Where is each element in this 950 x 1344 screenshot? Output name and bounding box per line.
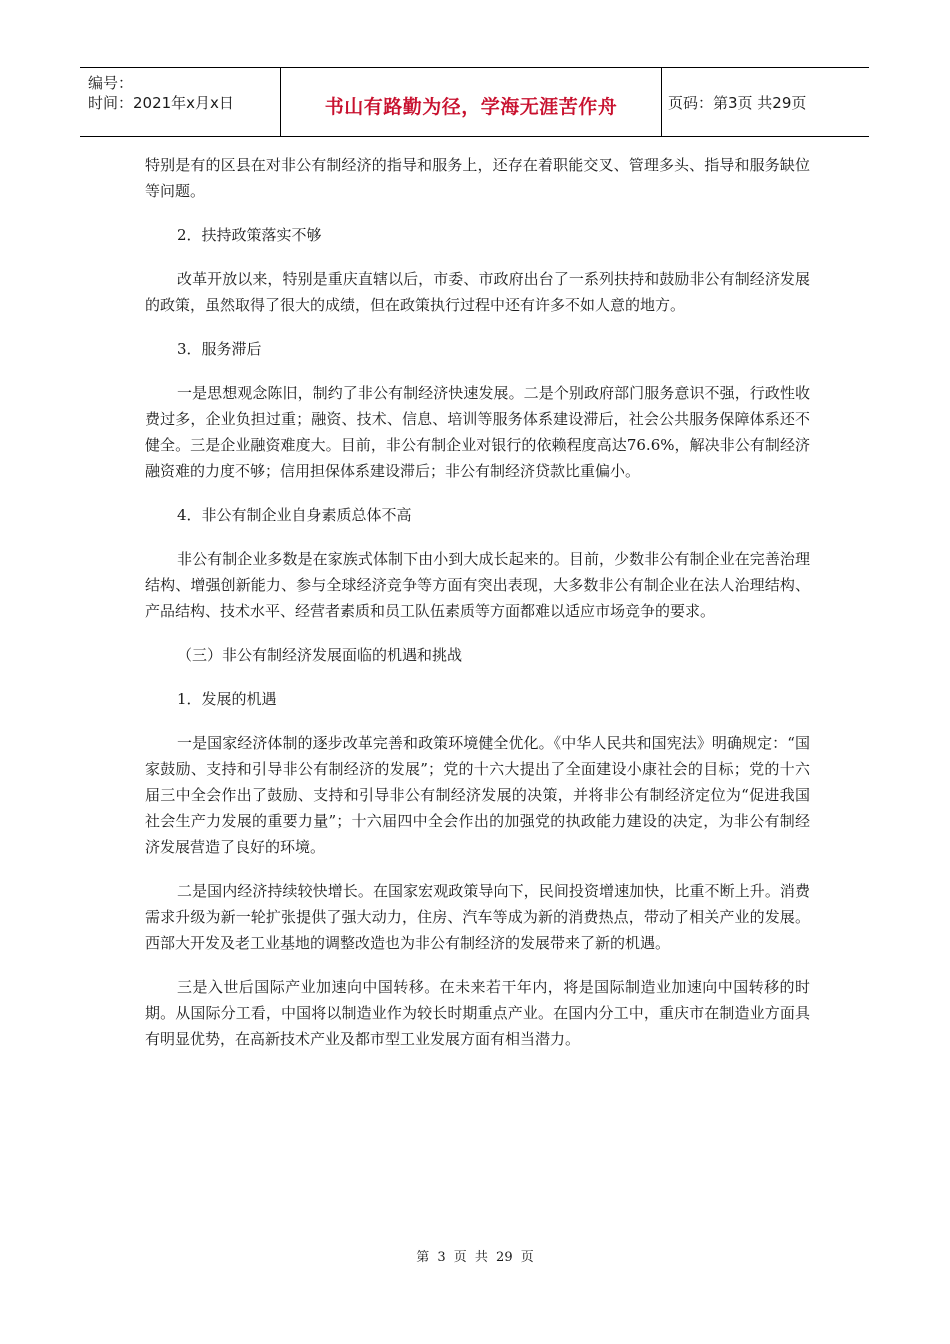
section-heading: 4．非公有制企业自身素质总体不高 [177,506,412,524]
page-footer: 第 3 页 共 29 页 [416,1250,534,1265]
section-heading: （三）非公有制经济发展面临的机遇和挑战 [177,646,463,664]
page-header [80,67,869,137]
page-info: 页码：第3页 共29页 [668,94,807,112]
paragraph: 特别是有的区县在对非公有制经济的指导和服务上，还存在着职能交叉、管理多头、指导和服务缺位等问题。 [145,156,810,200]
motto: 书山有路勤为径，学海无涯苦作舟 [324,96,618,118]
paragraph: 改革开放以来，特别是重庆直辖以后，市委、市政府出台了一系列扶持和鼓励非公有制经济发展的政策，虽然取得了很大的成绩，但在政策执行过程中还有许多不如人意的地方。 [145,270,810,314]
paragraph: 二是国内经济持续较快增长。在国家宏观政策导向下，民间投资增速加快，比重不断上升。消费需求升级为新一轮扩张提供了强大动力，住房、汽车等成为新的消费热点，带动了相关产业的发展。西部大开发及老工业基地的调整改造也为非公有制经济的发展带来了新的机遇。 [145,882,810,952]
header-motto-cell [280,68,662,136]
header-meta [80,68,280,136]
section-heading: 1．发展的机遇 [177,690,277,708]
number-label: 编号： [88,74,134,92]
paragraph: 三是入世后国际产业加速向中国转移。在未来若干年内，将是国际制造业加速向中国转移的时期。从国际分工看，中国将以制造业作为较长时期重点产业。在国内分工中，重庆市在制造业方面具有明显优势，在高新技术产业及都市型工业发展方面有相当潜力。 [145,978,810,1048]
header-page-cell [660,68,869,136]
paragraph: 一是思想观念陈旧，制约了非公有制经济快速发展。二是个别政府部门服务意识不强，行政性收费过多，企业负担过重；融资、技术、信息、培训等服务体系建设滞后，社会公共服务保障体系还不健全。三是企业融资难度大。目前，非公有制企业对银行的依赖程度高达76.6%，解决非公有制经济融资难的力度不够；信用担保体系建设滞后；非公有制经济贷款比重偏小。 [145,384,810,480]
paragraph: 一是国家经济体制的逐步改革完善和政策环境健全优化。《中华人民共和国宪法》明确规定：“国家鼓励、支持和引导非公有制经济的发展”；党的十六大提出了全面建设小康社会的目标；党的十六届三中全会作出了鼓励、支持和引导非公有制经济发展的决策，并将非公有制经济定位为“促进我国社会生产力发展的重要力量”；十六届四中全会作出的加强党的执政能力建设的决定，为非公有制经济发展营造了良好的环境。 [145,734,810,856]
section-heading: 3．服务滞后 [177,340,262,358]
time-label: 时间：2021年x月x日 [88,94,234,112]
section-heading: 2．扶持政策落实不够 [177,226,322,244]
document-body [145,152,810,1070]
paragraph: 非公有制企业多数是在家族式体制下由小到大成长起来的。目前，少数非公有制企业在完善治理结构、增强创新能力、参与全球经济竞争等方面有突出表现，大多数非公有制企业在法人治理结构、产品结构、技术水平、经营者素质和员工队伍素质等方面都难以适应市场竞争的要求。 [145,550,810,620]
